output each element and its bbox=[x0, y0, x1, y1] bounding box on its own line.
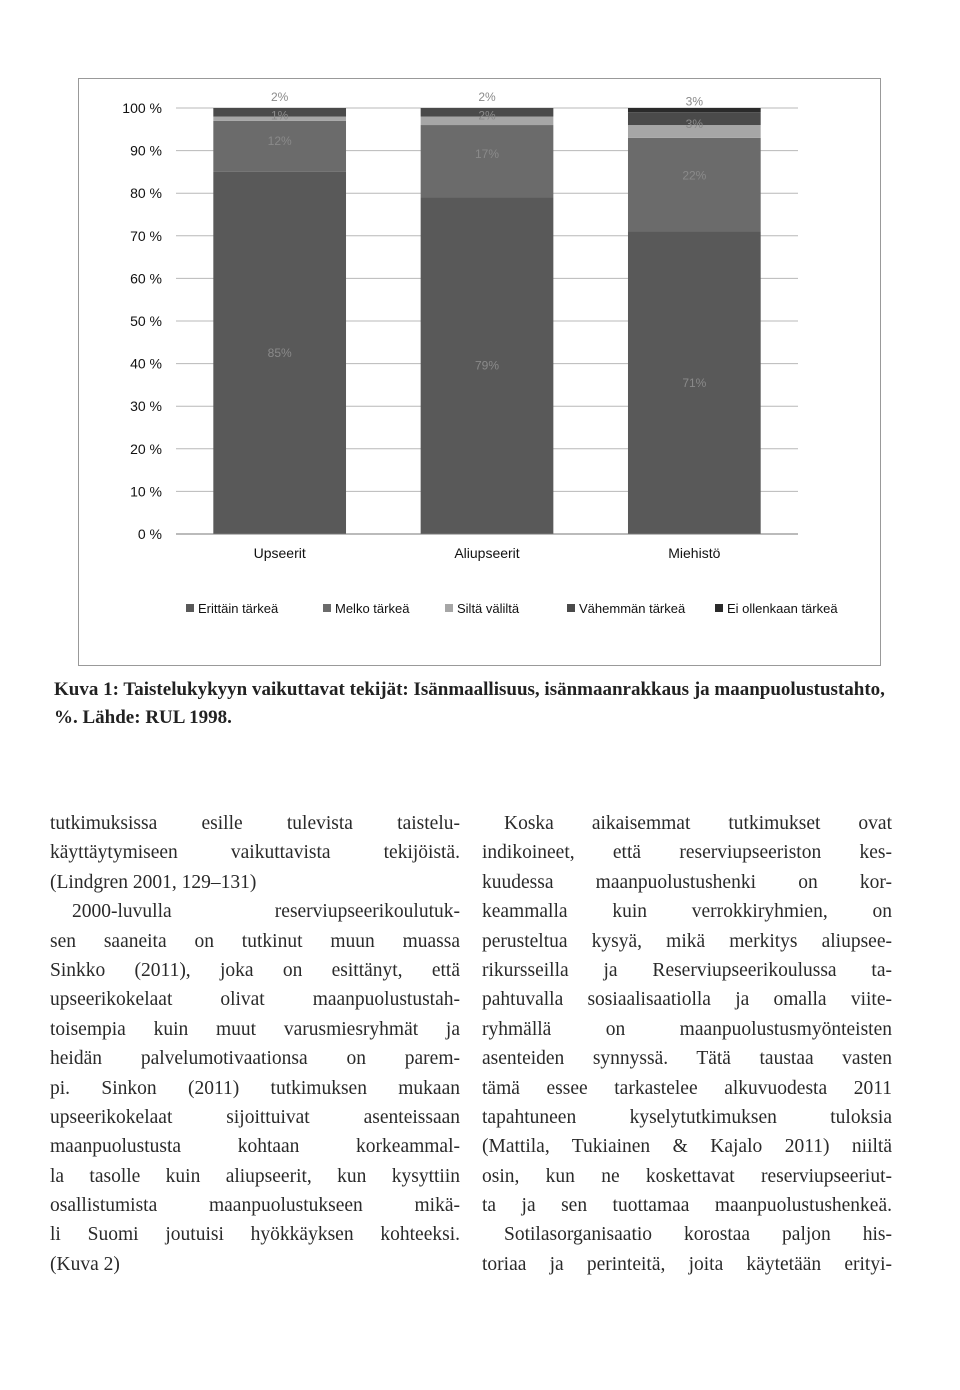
text-line: Sotilasorganisaatio korostaa paljon his- bbox=[504, 1224, 892, 1246]
text-line: ta ja sen tuottamaa maanpuolustushenkeä. bbox=[482, 1195, 892, 1217]
text-line: indikoineet, että reserviupseeriston kes- bbox=[482, 842, 892, 864]
data-label: 3% bbox=[685, 117, 704, 132]
text-line: kuudessa maanpuolustushenki on kor- bbox=[482, 871, 892, 893]
legend-label: Siltä väliltä bbox=[457, 601, 520, 616]
chart-frame bbox=[78, 78, 881, 666]
text-line: rikursseilla ja Reserviupseerikoulussa ta- bbox=[482, 959, 892, 981]
legend-swatch bbox=[445, 604, 453, 612]
data-label: 12% bbox=[267, 134, 292, 149]
legend-label: Melko tärkeä bbox=[335, 601, 410, 616]
text-line: 2000-luvulla reserviupseerikoulutuk- bbox=[72, 901, 460, 923]
text-line: upseerikokelaat sijoittuivat asenteissaan bbox=[50, 1106, 460, 1128]
text-line: osin, kun ne koskettavat reserviupseeriut- bbox=[482, 1165, 892, 1187]
legend-swatch bbox=[323, 604, 331, 612]
data-label: 2% bbox=[270, 90, 289, 104]
data-label: 17% bbox=[474, 147, 500, 162]
bar-segment bbox=[421, 125, 554, 197]
text-line: maanpuolustusta kohtaan korkeammal- bbox=[50, 1136, 460, 1158]
text-line: Koska aikaisemmat tutkimukset ovat bbox=[504, 813, 892, 834]
text-line: keammalla kuin verrokkiryhmien, on bbox=[482, 901, 892, 923]
text-line: pi. Sinkon (2011) tutkimuksen mukaan bbox=[50, 1077, 460, 1099]
text-line: (Kuva 2) bbox=[50, 1253, 120, 1275]
text-line: pahtuvalla sosiaalisaatiolla ja omalla viite- bbox=[482, 989, 892, 1011]
y-tick-label: 20 % bbox=[130, 440, 162, 457]
text-line: sen saaneita on tutkinut muun muassa bbox=[50, 930, 460, 952]
stacked-bar-chart bbox=[79, 79, 880, 665]
text-line: asenteiden synnyssä. Tätä taustaa vasten bbox=[482, 1048, 892, 1070]
data-label: 2% bbox=[478, 108, 496, 123]
text-line: heidän palvelumotivaationsa on parem- bbox=[50, 1048, 460, 1070]
y-tick-label: 10 % bbox=[130, 483, 162, 500]
text-line: upseerikokelaat olivat maanpuolustustah- bbox=[50, 989, 460, 1011]
text-line: toisempia kuin muut varusmiesryhmät ja bbox=[50, 1018, 460, 1040]
legend-swatch bbox=[567, 604, 575, 612]
y-tick-label: 50 % bbox=[130, 313, 162, 329]
text-line: ryhmällä on maanpuolustusmyönteisten bbox=[482, 1018, 892, 1040]
data-label: 3% bbox=[685, 94, 704, 109]
data-label: 1% bbox=[270, 108, 289, 123]
bar-segment bbox=[628, 108, 761, 112]
text-line: (Lindgren 2001, 129–131) bbox=[50, 871, 257, 893]
right-text-column bbox=[482, 809, 892, 1279]
y-tick-label: 80 % bbox=[130, 185, 162, 202]
y-tick-label: 60 % bbox=[130, 270, 162, 287]
y-tick-label: 30 % bbox=[130, 398, 162, 415]
y-tick-label: 100 % bbox=[122, 100, 162, 116]
figure-caption: Kuva 1: Taistelukykyyn vaikuttavat tekijät: Isänmaallisuus, isänmaanrakkaus ja maanpuolustustahto, %. Lähde: RUL 1998. bbox=[54, 679, 885, 728]
text-line: la tasolle kuin aliupseerit, kun kysyttiin bbox=[50, 1165, 460, 1187]
text-line: käyttäytymiseen vaikuttavista tekijöistä. bbox=[50, 842, 460, 864]
text-line: toriaa ja perinteitä, joita käytetään erityi- bbox=[482, 1253, 892, 1275]
x-category-label: Aliupseerit bbox=[454, 545, 520, 561]
legend-swatch bbox=[715, 604, 723, 612]
text-line: perusteltua kysyä, mikä merkitys aliupsee- bbox=[482, 930, 892, 952]
data-label: 71% bbox=[682, 375, 707, 390]
y-tick-label: 90 % bbox=[130, 142, 162, 159]
y-tick-label: 70 % bbox=[130, 227, 162, 244]
text-line: osallistumista maanpuolustukseen mikä- bbox=[50, 1195, 460, 1217]
x-category-label: Upseerit bbox=[253, 545, 306, 561]
data-label: 22% bbox=[682, 168, 707, 183]
left-text-column bbox=[50, 809, 460, 1279]
x-category-label: Miehistö bbox=[668, 545, 721, 561]
text-line: (Mattila, Tukiainen & Kajalo 2011) niiltä bbox=[482, 1136, 892, 1158]
y-tick-label: 0 % bbox=[137, 526, 162, 542]
bar-segment bbox=[628, 138, 761, 232]
legend-label: Vähemmän tärkeä bbox=[579, 601, 686, 616]
text-line: tutkimuksissa esille tulevista taistelu- bbox=[50, 813, 460, 834]
data-label: 2% bbox=[478, 90, 496, 104]
data-label: 79% bbox=[474, 358, 500, 373]
text-line: tapahtuneen kyselytutkimuksen tuloksia bbox=[482, 1106, 892, 1128]
legend-swatch bbox=[186, 604, 194, 612]
y-tick-label: 40 % bbox=[130, 355, 162, 372]
data-label: 85% bbox=[267, 345, 292, 360]
text-line: Sinkko (2011), joka on esittänyt, että bbox=[50, 959, 460, 981]
text-line: tämä essee tarkastelee alkuvuodesta 2011 bbox=[482, 1077, 892, 1099]
legend-label: Ei ollenkaan tärkeä bbox=[727, 601, 838, 616]
text-line: li Suomi joutuisi hyökkäyksen kohteeksi. bbox=[50, 1224, 460, 1246]
legend-label: Erittäin tärkeä bbox=[198, 601, 279, 616]
